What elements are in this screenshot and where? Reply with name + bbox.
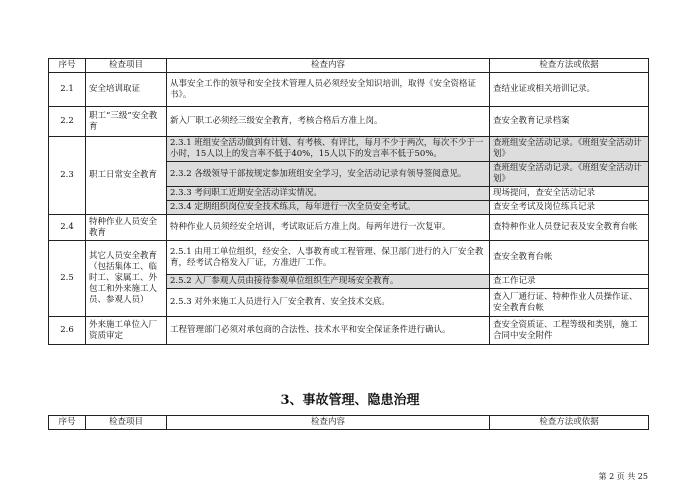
header-method: 检查方法或依据 xyxy=(490,59,649,73)
section-title: 3、事故管理、隐患治理 xyxy=(280,393,420,408)
row-method: 查入厂通行证、特种作业人员操作证、安全教育台帐 xyxy=(490,289,649,317)
table-row xyxy=(49,241,649,275)
table-header-row xyxy=(49,416,649,430)
row-method: 查特种作业人员登记表及安全教育台帐 xyxy=(490,215,649,241)
row-item: 外来施工单位入厂资质审定 xyxy=(86,317,167,345)
table-row xyxy=(49,73,649,107)
row-method: 查工作记录 xyxy=(490,275,649,289)
header-no: 序号 xyxy=(49,59,86,73)
row-no: 2.2 xyxy=(49,107,86,137)
row-content: 从事安全工作的领导和安全技术管理人员必须经安全知识培训，取得《安全资格证书》。 xyxy=(167,73,490,107)
row-method: 查班组安全活动记录。《班组安全活动计划》 xyxy=(490,137,649,162)
row-content: 工程管理部门必须对承包商的合法性、技术水平和安全保证条件进行确认。 xyxy=(167,317,490,345)
table-row xyxy=(49,215,649,241)
table-row xyxy=(49,137,649,162)
row-content: 特种作业人员须经安全培训，考试取证后方准上岗。每两年进行一次复审。 xyxy=(167,215,490,241)
header-no: 序号 xyxy=(49,416,86,430)
row-no: 2.6 xyxy=(49,317,86,345)
row-content: 新入厂职工必须经三级安全教育，考核合格后方准上岗。 xyxy=(167,107,490,137)
row-method: 查结业证或相关培训记录。 xyxy=(490,73,649,107)
table-header-row xyxy=(49,59,649,73)
row-method: 现场提问，查安全活动记录 xyxy=(490,187,649,201)
row-content: 2.3.1 班组安全活动做到有计划、有考核、有评比，每月不少于两次，每次不少于一小时，15人以上的发言率不低于40%，15人以下的发言率不低于50%。 xyxy=(167,137,490,162)
row-content: 2.5.1 由用工单位组织，经安全、人事教育或工程管理、保卫部门进行的入厂安全教育，经考试合格发入厂证，方准进厂工作。 xyxy=(167,241,490,275)
row-method: 查班组安全活动记录。《班组安全活动计划》 xyxy=(490,162,649,187)
inspection-table-accident-management xyxy=(48,415,649,430)
table-row xyxy=(49,107,649,137)
row-no: 2.5 xyxy=(49,241,86,317)
row-item: 特种作业人员安全教育 xyxy=(86,215,167,241)
row-content: 2.3.3 考问职工近期安全活动详实情况。 xyxy=(167,187,490,201)
header-content: 检查内容 xyxy=(167,416,490,430)
inspection-table-safety-education xyxy=(48,58,649,345)
row-content: 2.5.2 入厂参观人员由接待参观单位组织生产现场安全教育。 xyxy=(167,275,490,289)
table-row xyxy=(49,317,649,345)
header-content: 检查内容 xyxy=(167,59,490,73)
row-method: 查安全考试及岗位练兵记录 xyxy=(490,201,649,215)
row-content: 2.3.2 各级领导干部按规定参加班组安全学习，安全活动记录有领导签阅意见。 xyxy=(167,162,490,187)
row-item: 职工“三级”安全教育 xyxy=(86,107,167,137)
row-item: 职工日常安全教育 xyxy=(86,137,167,215)
row-no: 2.4 xyxy=(49,215,86,241)
row-method: 查安全资质证、工程等级和类别，施工合同中安全附件 xyxy=(490,317,649,345)
header-item: 检查项目 xyxy=(86,416,167,430)
header-item: 检查项目 xyxy=(86,59,167,73)
row-item: 其它人员安全教育（包括集体工、临时工、家属工、外包工和外来施工人员、参观人员） xyxy=(86,241,167,317)
header-method: 检查方法或依据 xyxy=(490,416,649,430)
page-number: 第 2 页 共 25 xyxy=(598,472,648,481)
row-method: 查安全教育台帐 xyxy=(490,241,649,275)
row-item: 安全培训取证 xyxy=(86,73,167,107)
row-no: 2.3 xyxy=(49,137,86,215)
row-content: 2.5.3 对外来施工人员进行入厂安全教育、安全技术交底。 xyxy=(167,289,490,317)
row-method: 查安全教育记录档案 xyxy=(490,107,649,137)
row-no: 2.1 xyxy=(49,73,86,107)
row-content: 2.3.4 定期组织岗位安全技术练兵，每年进行一次全员安全考试。 xyxy=(167,201,490,215)
